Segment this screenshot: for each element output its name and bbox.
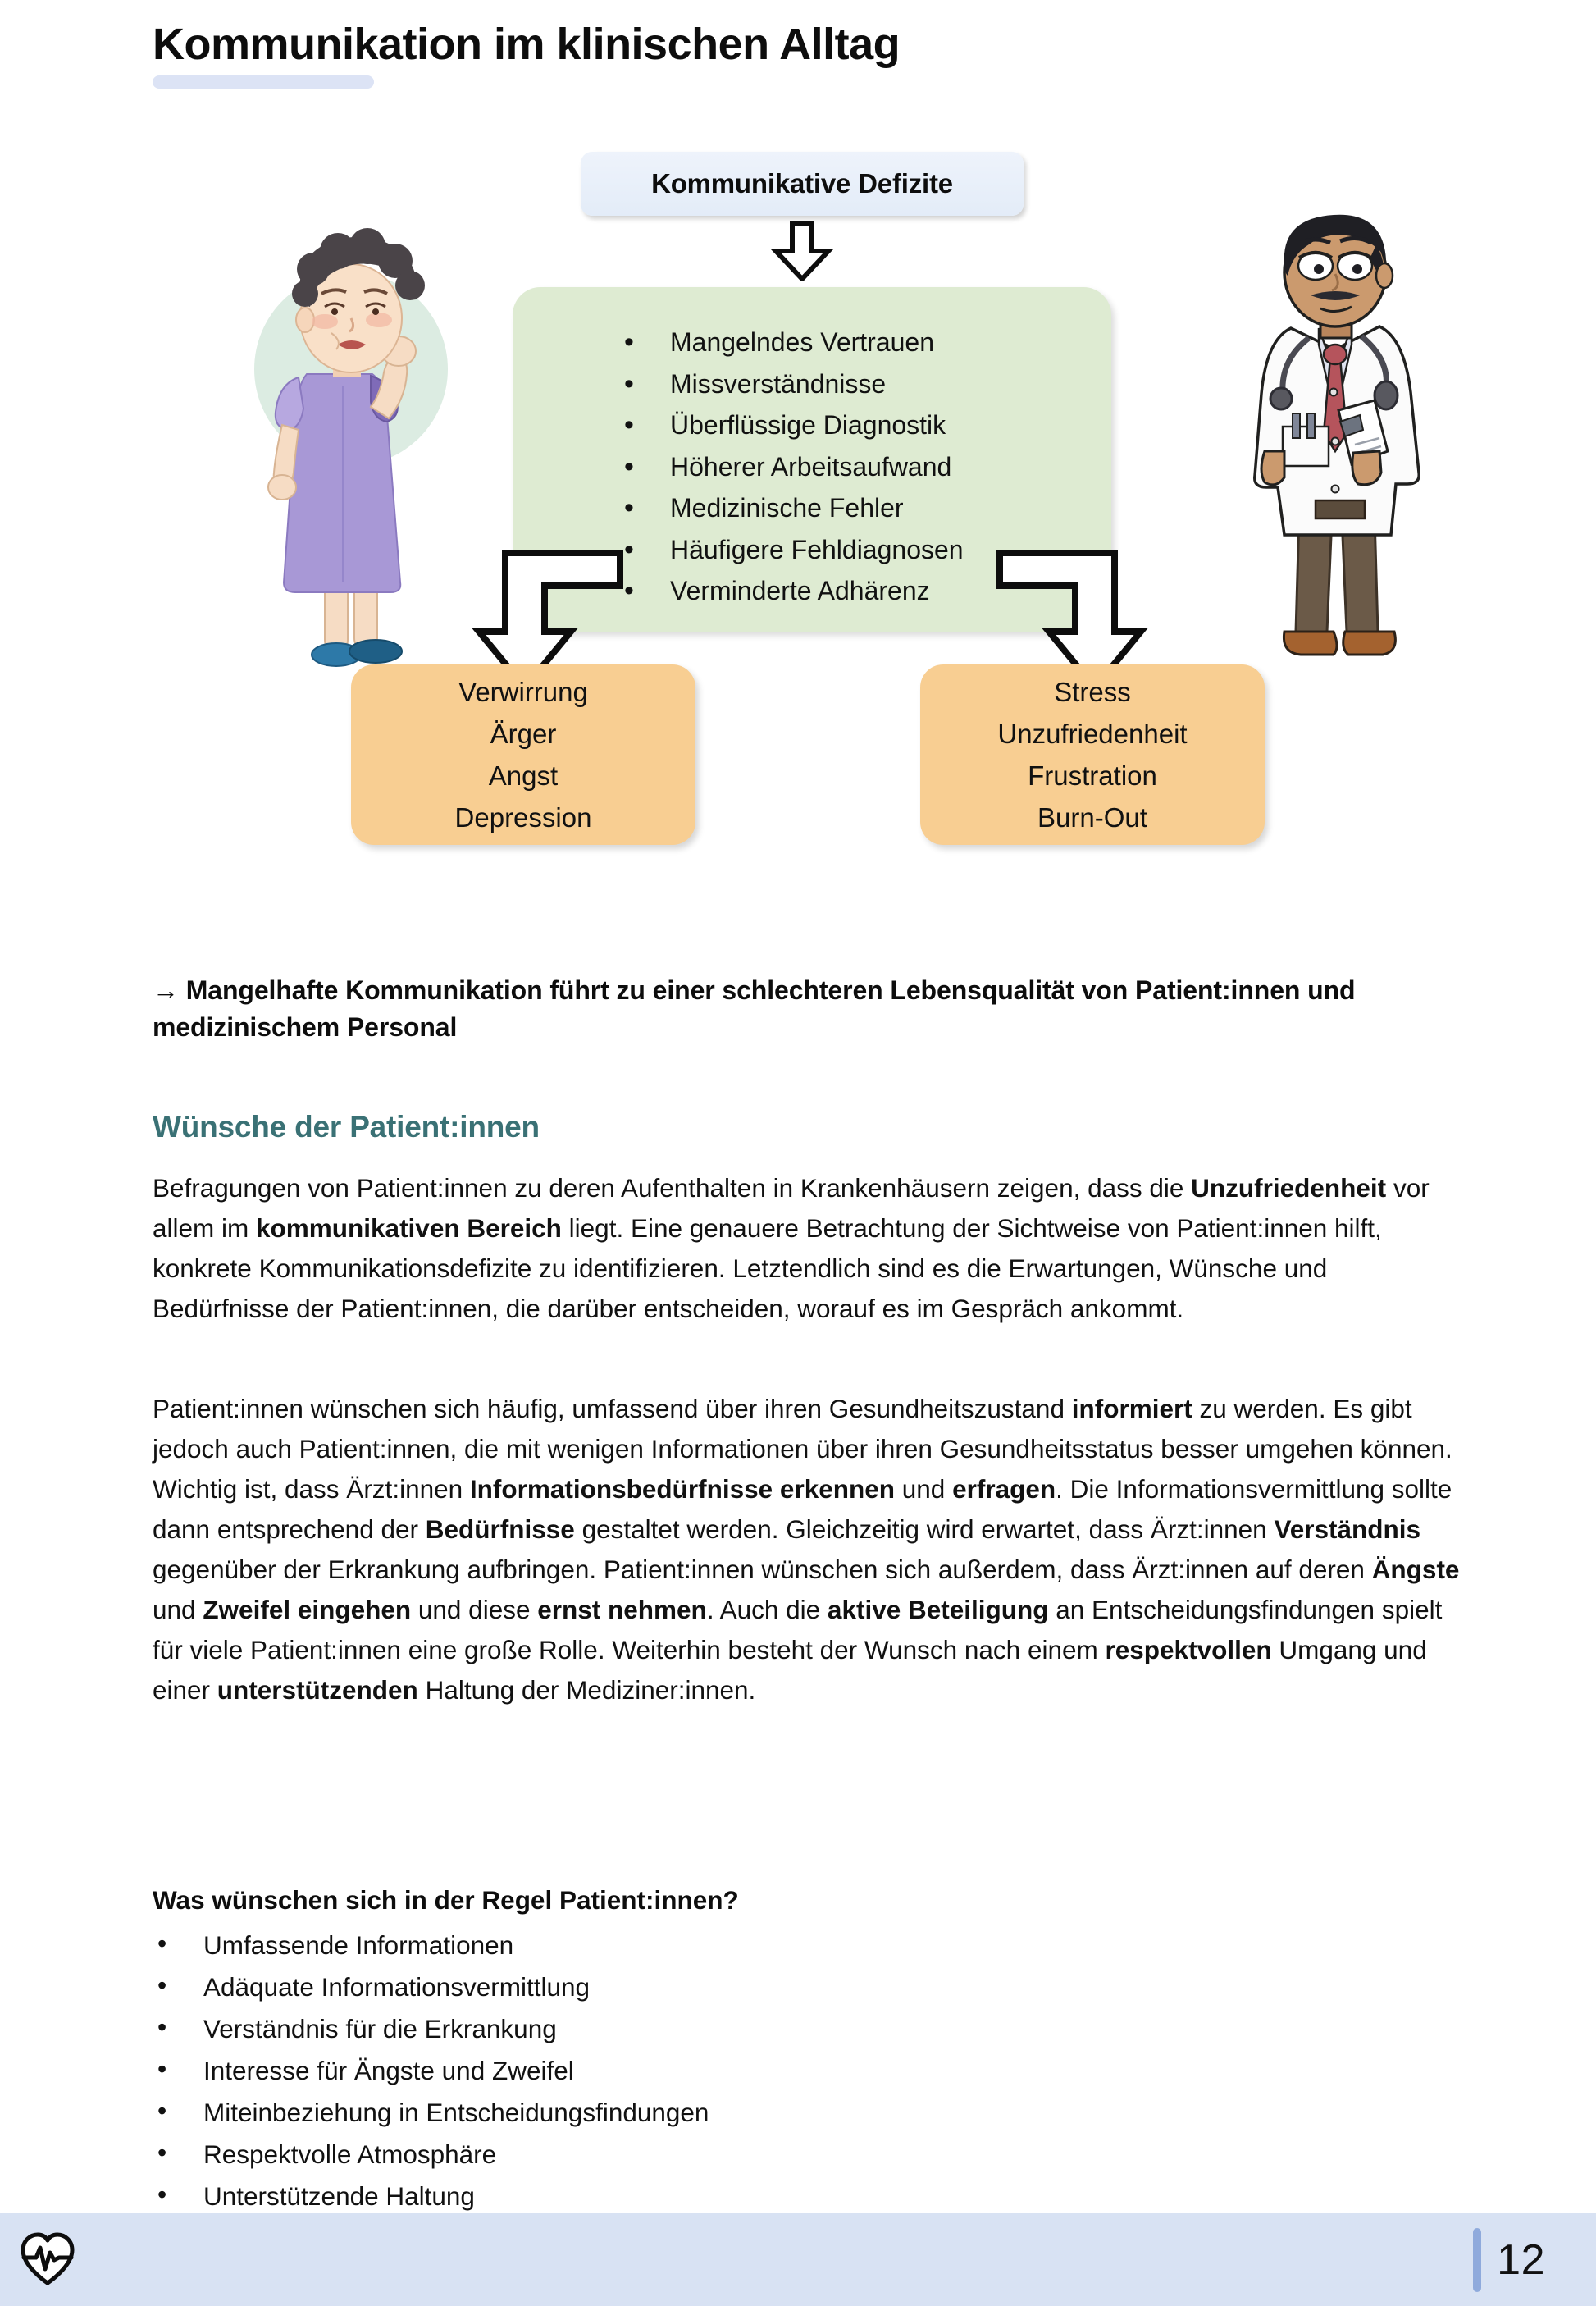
list-item: • Unterstützende Haltung: [153, 2176, 1301, 2217]
effect-line: Burn-Out: [1037, 802, 1147, 833]
conclusion-statement: → Mangelhafte Kommunikation führt zu einer schlechteren Lebensqualität von Patient:innen und medizinischem Personal: [153, 975, 1356, 1043]
paragraph-wishes-intro: Befragungen von Patient:innen zu deren Aufenthalten in Krankenhäusern zeigen, dass die Unzufriedenheit vor allem im kommunikativen Bereich liegt. Eine genauere Betrachtung der Sichtweise von Patient:innen hilft, konkrete Kommunikationsdefizite zu identifizieren. Letztendlich sind es die Erwartungen, Wünsche und Bedürfnisse der Patient:innen, die darüber entscheiden, worauf es im Gespräch ankommt.: [153, 1173, 1430, 1323]
heart-pulse-icon: [18, 2231, 77, 2290]
staff-effects-box: [920, 664, 1265, 845]
section-heading: Wünsche der Patient:innen: [153, 1110, 540, 1144]
effect-line: Unzufriedenheit: [997, 718, 1188, 749]
paragraph-wishes-detail: Patient:innen wünschen sich häufig, umfassend über ihren Gesundheitszustand informiert zu werden. Es gibt jedoch auch Patient:innen, die mit wenigen Informationen über ihren Gesundheitsstatus besser umgehen können. Wichtig ist, dass Ärzt:innen Informationsbedürfnisse erkennen und erfragen. Die Informationsvermittlung sollte dann entsprechend der Bedürfnisse gestaltet werden. Gleichzeitig wird erwartet, dass Ärzt:innen Verständnis gegenüber der Erkrankung aufbringen. Patient:innen wünschen sich außerdem, dass Ärzt:innen auf deren Ängste und Zweifel eingehen und diese ernst nehmen. Auch die aktive Beteiligung an Entscheidungsfindungen spielt für viele Patient:innen eine große Rolle. Weiterhin besteht der Wunsch nach einem respektvollen Umgang und einer unterstützenden Haltung der Mediziner:innen.: [153, 1394, 1460, 1705]
list-item: • Respektvolle Atmosphäre: [153, 2134, 1301, 2176]
effect-line: Frustration: [1028, 760, 1157, 791]
list-item: • Interesse für Ängste und Zweifel: [153, 2050, 1301, 2092]
deficit-header-box: [581, 152, 1024, 216]
list-item: • Missverständnisse: [609, 363, 1111, 405]
list-item: • Verständnis für die Erkrankung: [153, 2008, 1301, 2050]
title-underline-accent: [153, 75, 374, 89]
effect-line: Angst: [488, 760, 559, 791]
list-item: • Adäquate Informationsvermittlung: [153, 1966, 1301, 2008]
effect-line: Ärger: [490, 718, 557, 749]
list-item: • Umfassende Informationen: [153, 1925, 1301, 1966]
deficit-header-label: Kommunikative Defizite: [651, 168, 953, 199]
list-item: • Höherer Arbeitsaufwand: [609, 446, 1111, 488]
list-item: • Häufigere Fehldiagnosen: [609, 529, 1111, 571]
list-item: • Verminderte Adhärenz: [609, 570, 1111, 612]
page-footer: [0, 2213, 1596, 2306]
effect-line: Stress: [1054, 676, 1131, 707]
list-item: • Miteinbeziehung in Entscheidungsfindungen: [153, 2092, 1301, 2134]
effect-line: Verwirrung: [458, 676, 588, 707]
page-title-block: [153, 21, 1383, 68]
list-item: • Mangelndes Vertrauen: [609, 322, 1111, 363]
arrow-down-icon: [769, 221, 835, 281]
communication-deficit-diagram: [0, 139, 1596, 968]
list-item: • Medizinische Fehler: [609, 487, 1111, 529]
tired-doctor-illustration: [1230, 205, 1443, 689]
wishes-list: [153, 1925, 1301, 2217]
effect-line: Depression: [454, 802, 592, 833]
page-title: Kommunikation im klinischen Alltag: [153, 20, 901, 69]
footer-divider: [1473, 2228, 1481, 2292]
list-item: • Überflüssige Diagnostik: [609, 404, 1111, 446]
wishes-question-heading: Was wünschen sich in der Regel Patient:innen?: [153, 1885, 739, 1915]
patient-effects-box: [351, 664, 695, 845]
page-number: 12: [1497, 2235, 1545, 2284]
distressed-patient-illustration: [246, 221, 459, 681]
